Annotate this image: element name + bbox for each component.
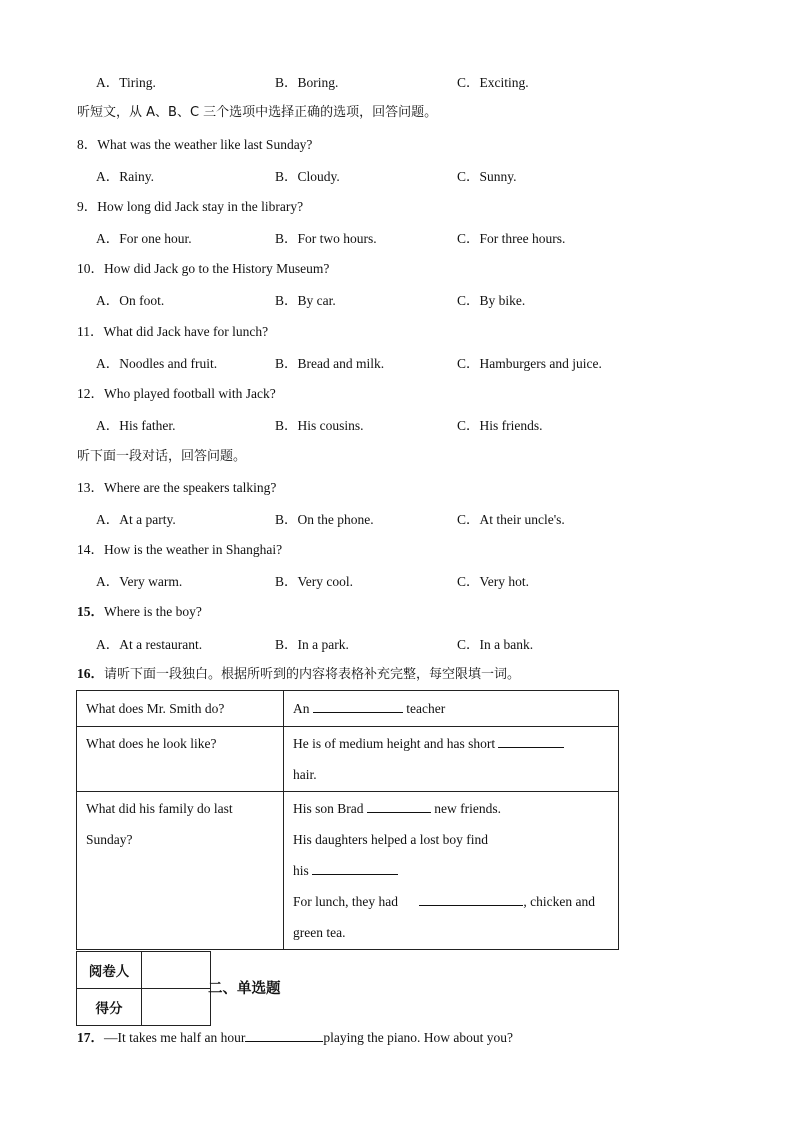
fill-in-table bbox=[76, 690, 619, 950]
instruction-passage: 听短文，从 A、B、C 三个选项中选择正确的选项，回答问题。 bbox=[77, 105, 438, 120]
table-row bbox=[77, 952, 211, 989]
question-12 bbox=[77, 385, 276, 403]
grader-field[interactable] bbox=[142, 952, 211, 989]
table-row bbox=[77, 727, 619, 792]
option-b: B．For two hours. bbox=[275, 231, 377, 246]
option-c: C．His friends. bbox=[457, 418, 543, 433]
score-box bbox=[76, 951, 211, 1026]
option-a: A．On foot. bbox=[96, 293, 165, 308]
instruction-dialogue: 听下面一段对话，回答问题。 bbox=[77, 449, 247, 464]
table-cell: What does he look like? bbox=[77, 727, 284, 792]
question-10 bbox=[77, 260, 329, 278]
option-b: B．His cousins. bbox=[275, 418, 364, 433]
question-15 bbox=[77, 603, 202, 621]
answer-blank[interactable] bbox=[312, 862, 398, 875]
question-11 bbox=[77, 323, 268, 341]
question-text: playing the piano. How about you? bbox=[323, 1030, 514, 1045]
option-a: A．At a party. bbox=[96, 512, 176, 527]
question-text: What did Jack have for lunch? bbox=[103, 324, 269, 339]
question-number: 13． bbox=[77, 480, 104, 495]
score-field[interactable] bbox=[142, 989, 211, 1026]
table-cell: What does Mr. Smith do? bbox=[77, 691, 284, 727]
table-cell: What did his family do last Sunday? bbox=[77, 792, 284, 950]
option-c: C．Hamburgers and juice. bbox=[457, 356, 602, 371]
question-text: Where are the speakers talking? bbox=[104, 480, 277, 495]
option-b: B．By car. bbox=[275, 293, 336, 308]
question-text: Where is the boy? bbox=[104, 604, 202, 619]
question-16 bbox=[77, 665, 520, 684]
question-9 bbox=[77, 198, 303, 216]
question-text: 请听下面一段独白。根据所听到的内容将表格补充完整，每空限填一词。 bbox=[104, 667, 521, 682]
question-number: 15． bbox=[77, 604, 104, 619]
table-row bbox=[77, 691, 619, 727]
question-8 bbox=[77, 136, 312, 154]
answer-blank[interactable] bbox=[313, 700, 403, 713]
option-c: C．At their uncle's. bbox=[457, 512, 565, 527]
question-number: 14． bbox=[77, 542, 104, 557]
question-number: 9． bbox=[77, 199, 98, 214]
option-a: A．Tiring. bbox=[96, 75, 156, 90]
question-number: 17． bbox=[77, 1030, 104, 1045]
table-row bbox=[77, 989, 211, 1026]
option-b: B．On the phone. bbox=[275, 512, 374, 527]
option-a: A．Rainy. bbox=[96, 169, 154, 184]
question-number: 10． bbox=[77, 261, 104, 276]
question-text: How long did Jack stay in the library? bbox=[97, 199, 304, 214]
question-text: Who played football with Jack? bbox=[104, 386, 276, 401]
question-number: 12． bbox=[77, 386, 104, 401]
answer-blank[interactable] bbox=[245, 1029, 323, 1042]
option-c: C．For three hours. bbox=[457, 231, 566, 246]
grader-label: 阅卷人 bbox=[77, 952, 142, 989]
question-number: 16． bbox=[77, 666, 104, 681]
score-label: 得分 bbox=[77, 989, 142, 1026]
question-13 bbox=[77, 479, 276, 497]
option-a: A．Noodles and fruit. bbox=[96, 356, 218, 371]
answer-blank[interactable] bbox=[498, 735, 564, 748]
option-c: C．In a bank. bbox=[457, 637, 534, 652]
option-b: B．Bread and milk. bbox=[275, 356, 385, 371]
table-cell: An teacher bbox=[284, 691, 619, 727]
answer-blank[interactable] bbox=[419, 893, 523, 906]
question-number: 11． bbox=[77, 324, 104, 339]
question-14 bbox=[77, 541, 282, 559]
option-b: B．Boring. bbox=[275, 75, 339, 90]
question-number: 8． bbox=[77, 137, 98, 152]
option-b: B．Very cool. bbox=[275, 574, 353, 589]
table-cell: His son Brad new friends. His daughters helped a lost boy find his For lunch, they had , chicken and green tea. bbox=[284, 792, 619, 950]
table-row bbox=[77, 792, 619, 950]
section-title: 二、单选题 bbox=[208, 981, 281, 997]
option-c: C．Exciting. bbox=[457, 75, 529, 90]
option-c: C．By bike. bbox=[457, 293, 526, 308]
question-17 bbox=[77, 1029, 513, 1047]
option-b: B．Cloudy. bbox=[275, 169, 340, 184]
option-c: C．Sunny. bbox=[457, 169, 517, 184]
option-a: A．At a restaurant. bbox=[96, 637, 203, 652]
option-c: C．Very hot. bbox=[457, 574, 529, 589]
option-b: B．In a park. bbox=[275, 637, 349, 652]
question-text: How is the weather in Shanghai? bbox=[104, 542, 283, 557]
question-text: How did Jack go to the History Museum? bbox=[104, 261, 330, 276]
table-cell: He is of medium height and has short hair. bbox=[284, 727, 619, 792]
option-a: A．Very warm. bbox=[96, 574, 183, 589]
option-a: A．For one hour. bbox=[96, 231, 192, 246]
question-text: —It takes me half an hour bbox=[104, 1030, 246, 1045]
answer-blank[interactable] bbox=[367, 800, 431, 813]
question-text: What was the weather like last Sunday? bbox=[97, 137, 313, 152]
option-a: A．His father. bbox=[96, 418, 176, 433]
